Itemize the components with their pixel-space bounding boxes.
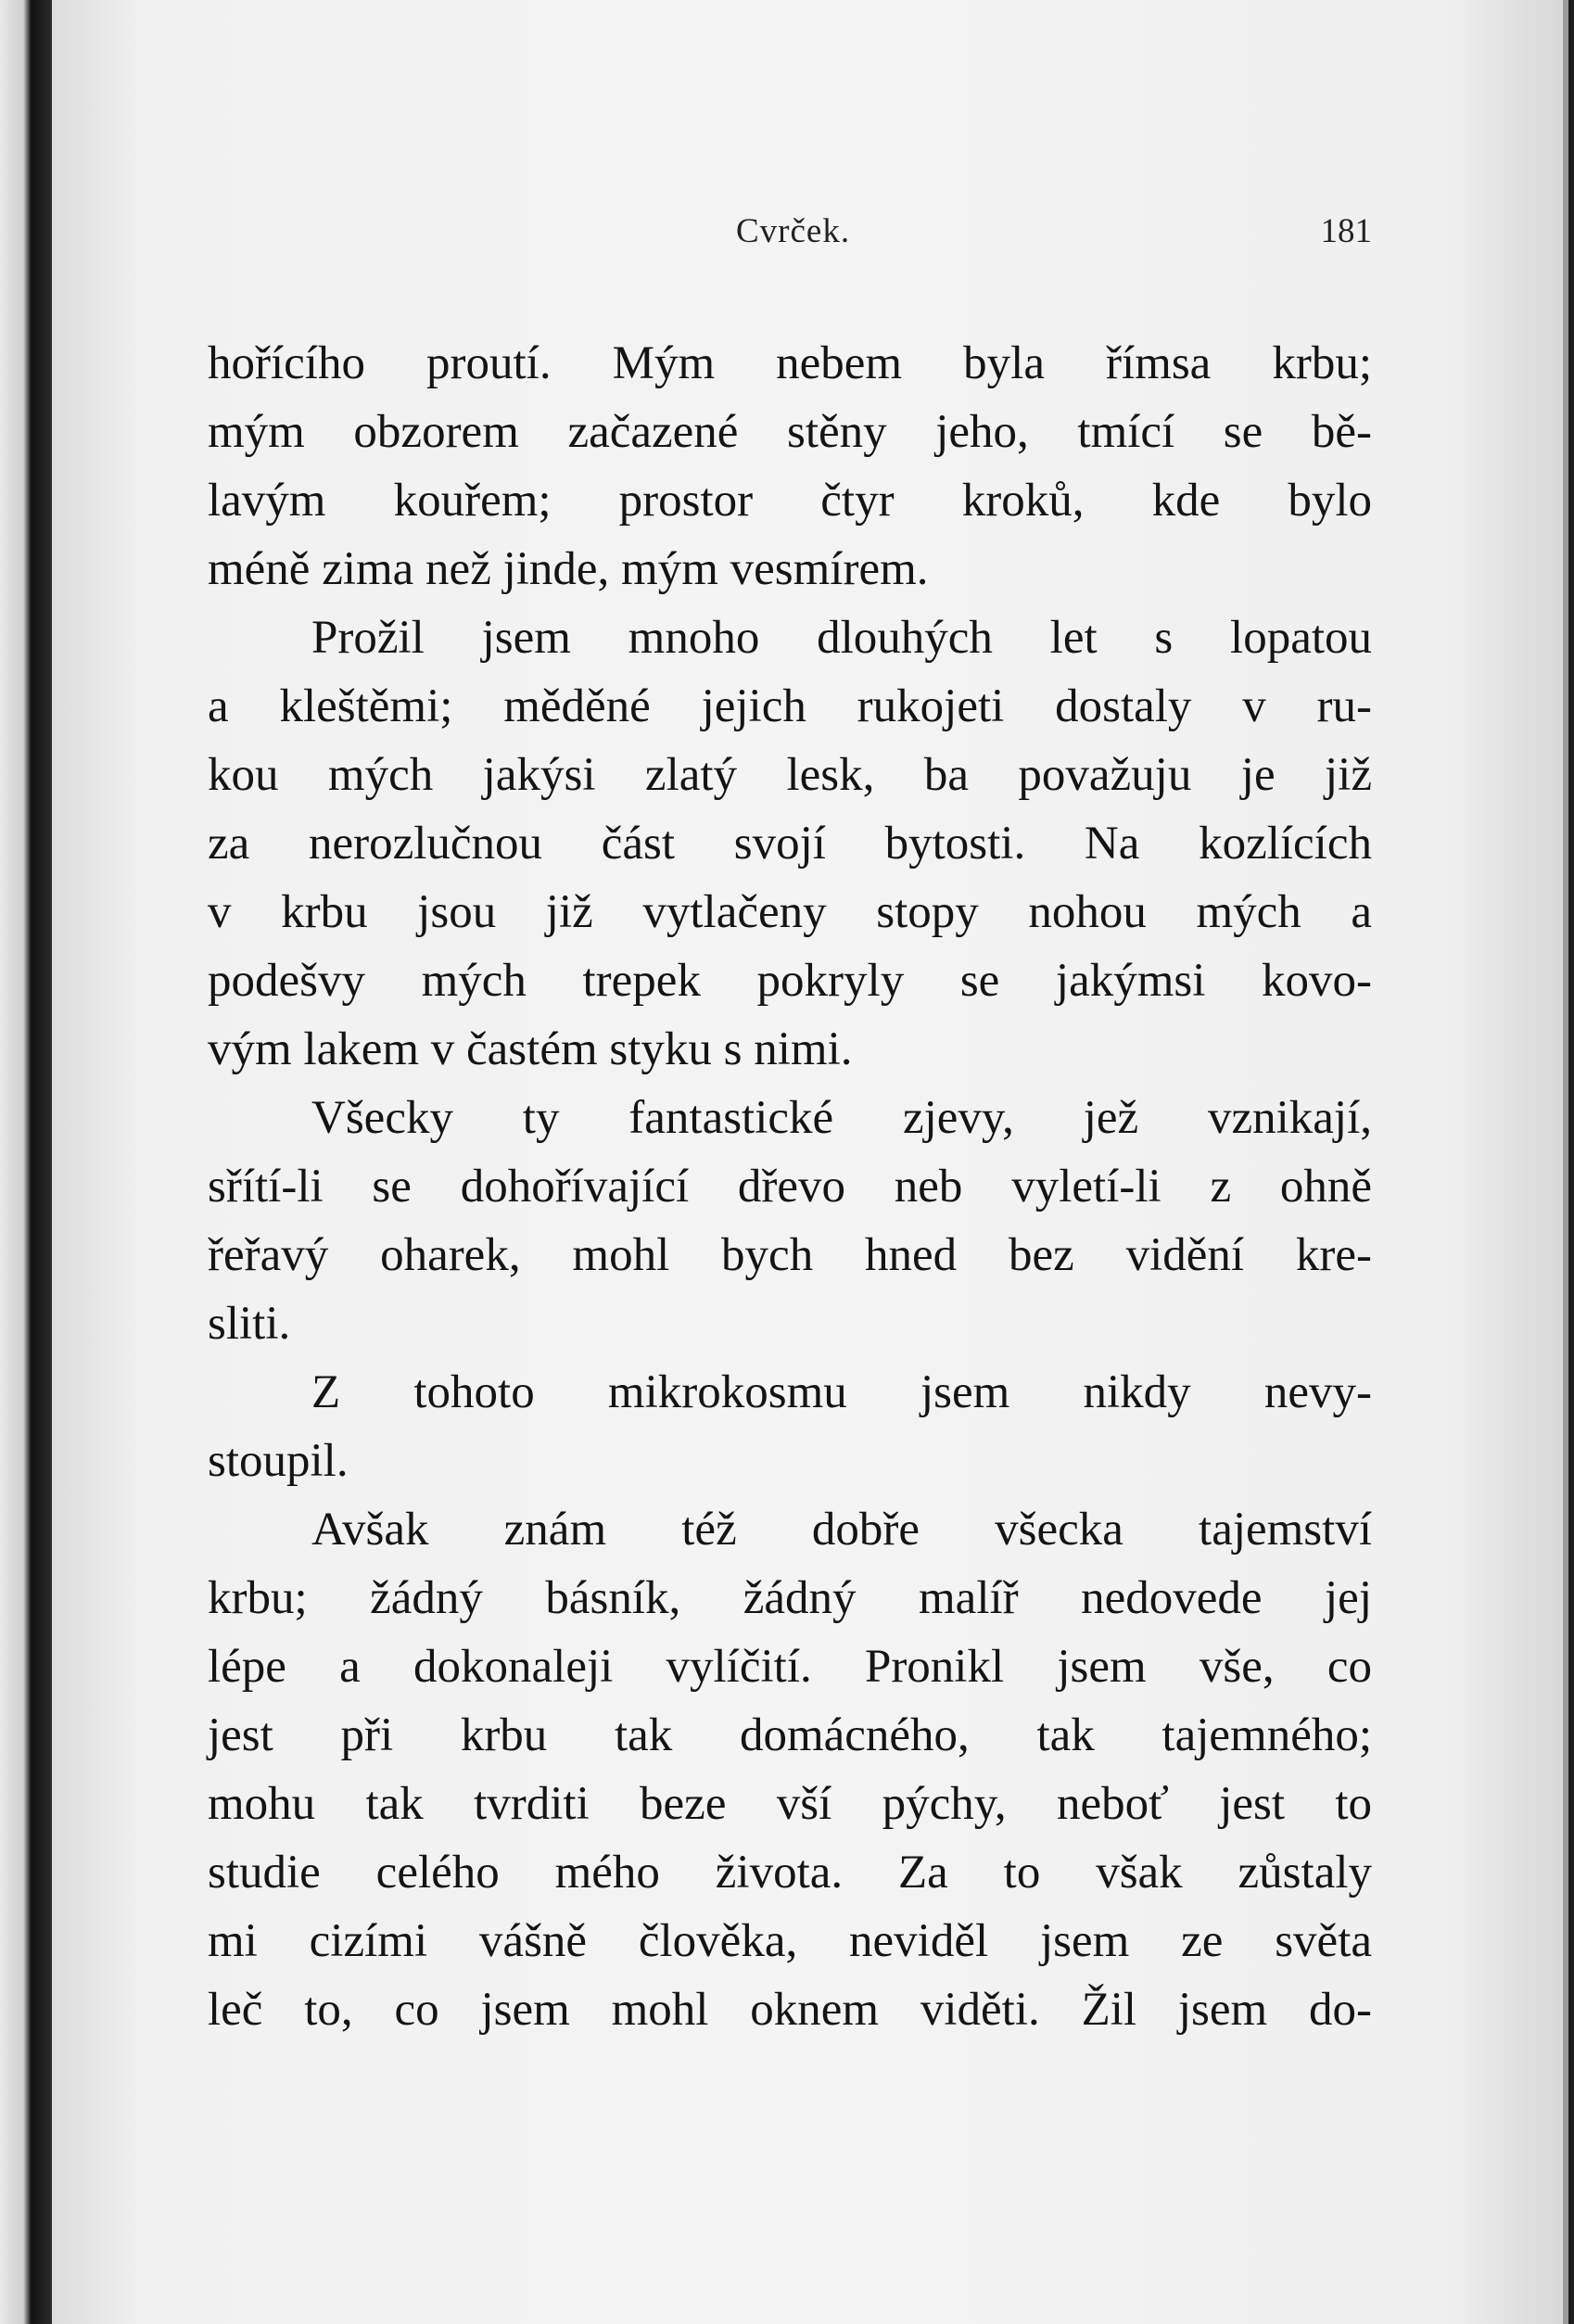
text-line: Prožil jsem mnoho dlouhých let s lopatou — [311, 612, 1372, 664]
text-line: lavým kouřem; prostor čtyr kroků, kde bylo — [208, 475, 1372, 527]
text-line: krbu; žádný básník, žádný malíř nedovede jej — [208, 1572, 1372, 1624]
text-line: mi cizími vášně člověka, neviděl jsem ze světa — [208, 1915, 1372, 1967]
text-line: vým lakem v častém styku s nimi. — [208, 1023, 853, 1075]
text-line: za nerozlučnou část svojí bytosti. Na kozlících — [208, 818, 1372, 870]
text-line: sřítí-li se dohořívající dřevo neb vyletí-li z ohně — [208, 1161, 1372, 1213]
page-right-edge — [1563, 0, 1568, 2324]
text-line: jest při krbu tak domácného, tak tajemného; — [208, 1709, 1372, 1761]
text-line: Všecky ty fantastické zjevy, jež vznikají, — [311, 1092, 1372, 1144]
text-line: mým obzorem začazené stěny jeho, tmící se bě- — [208, 406, 1372, 458]
page-header — [208, 211, 1372, 260]
text-line: řeřavý oharek, mohl bych hned bez vidění kre- — [208, 1229, 1372, 1281]
text-line: v krbu jsou již vytlačeny stopy nohou mých a — [208, 886, 1372, 938]
text-line: stoupil. — [208, 1435, 349, 1487]
text-line: Avšak znám též dobře všecka tajemství — [311, 1504, 1372, 1556]
text-line: hořícího proutí. Mým nebem byla římsa krbu; — [208, 337, 1372, 389]
text-line: podešvy mých trepek pokryly se jakýmsi kovo- — [208, 955, 1372, 1007]
text-line: leč to, co jsem mohl oknem viděti. Žil jsem do- — [208, 1984, 1372, 2036]
text-line: Z tohoto mikrokosmu jsem nikdy nevy- — [311, 1366, 1372, 1418]
body-text — [208, 329, 1372, 2044]
text-line: sliti. — [208, 1298, 291, 1350]
text-line: méně zima než jinde, mým vesmírem. — [208, 543, 929, 595]
text-line: studie celého mého života. Za to však zůstaly — [208, 1847, 1372, 1899]
text-line: lépe a dokonaleji vylíčití. Pronikl jsem vše, co — [208, 1641, 1372, 1693]
text-line: kou mých jakýsi zlatý lesk, ba považuju je již — [208, 749, 1372, 801]
page-number: 181 — [1320, 212, 1372, 250]
text-line: a kleštěmi; měděné jejich rukojeti dostaly v ru- — [208, 680, 1372, 732]
running-title: Cvrček. — [736, 212, 851, 250]
page-binding-edge — [0, 0, 52, 2324]
text-line: mohu tak tvrditi beze vší pýchy, neboť jest to — [208, 1778, 1372, 1830]
